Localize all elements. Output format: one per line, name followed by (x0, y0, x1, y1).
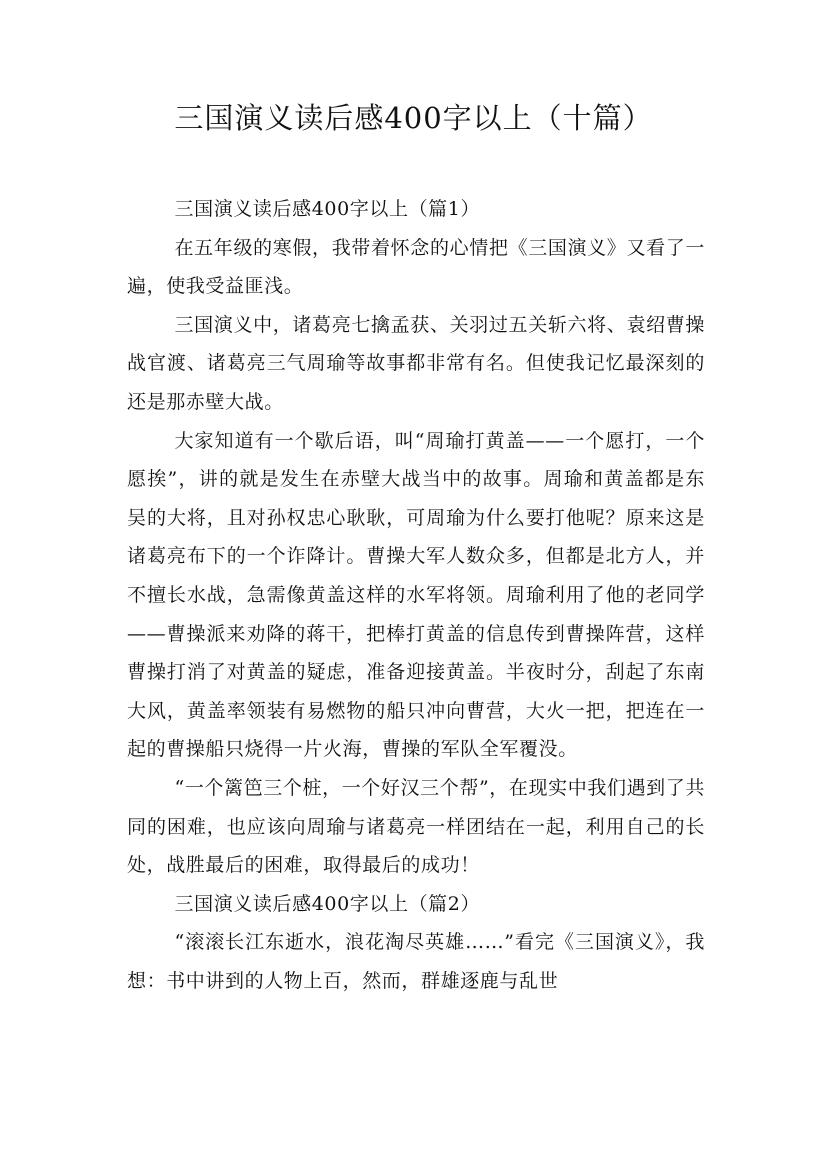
paragraph: 三国演义中，诸葛亮七擒孟获、关羽过五关斩六将、袁绍曹操战官渡、诸葛亮三气周瑜等故事都非常有名。但使我记忆最深刻的还是那赤壁大战。 (127, 313, 705, 413)
section-heading-2: 三国演义读后感400字以上（篇2） (174, 892, 481, 915)
paragraph: “一个篱笆三个桩，一个好汉三个帮”，在现实中我们遇到了共同的困难，也应该向周瑜与诸葛亮一样团结在一起，利用自己的长处，战胜最后的困难，取得最后的成功！ (127, 776, 705, 877)
paragraph: 大家知道有一个歇后语，叫“周瑜打黄盖——一个愿打，一个愿挨”，讲的就是发生在赤壁大战当中的故事。周瑜和黄盖都是东吴的大将，且对孙权忠心耿耿，可周瑜为什么要打他呢？原来这是诸葛亮布下的一个诈降计。曹操大军人数众多，但都是北方人，并不擅长水战，急需像黄盖这样的水军将领。周瑜利用了他的老同学——曹操派来劝降的蒋干，把棒打黄盖的信息传到曹操阵营，这样曹操打消了对黄盖的疑虑，准备迎接黄盖。半夜时分，刮起了东南大风，黄盖率领装有易燃物的船只冲向曹营，大火一把，把连在一起的曹操船只烧得一片火海，曹操的军队全军覆没。 (127, 429, 705, 761)
paragraph: 在五年级的寒假，我带着怀念的心情把《三国演义》又看了一遍，使我受益匪浅。 (127, 236, 705, 298)
document-title: 三国演义读后感400字以上（十篇） (174, 101, 653, 135)
section-heading-1: 三国演义读后感400字以上（篇1） (174, 198, 481, 220)
paragraph: “滚滚长江东逝水，浪花淘尽英雄……”看完《三国演义》，我想：书中讲到的人物上百，然而，群雄逐鹿与乱世 (127, 931, 705, 992)
document-body (127, 190, 705, 1000)
